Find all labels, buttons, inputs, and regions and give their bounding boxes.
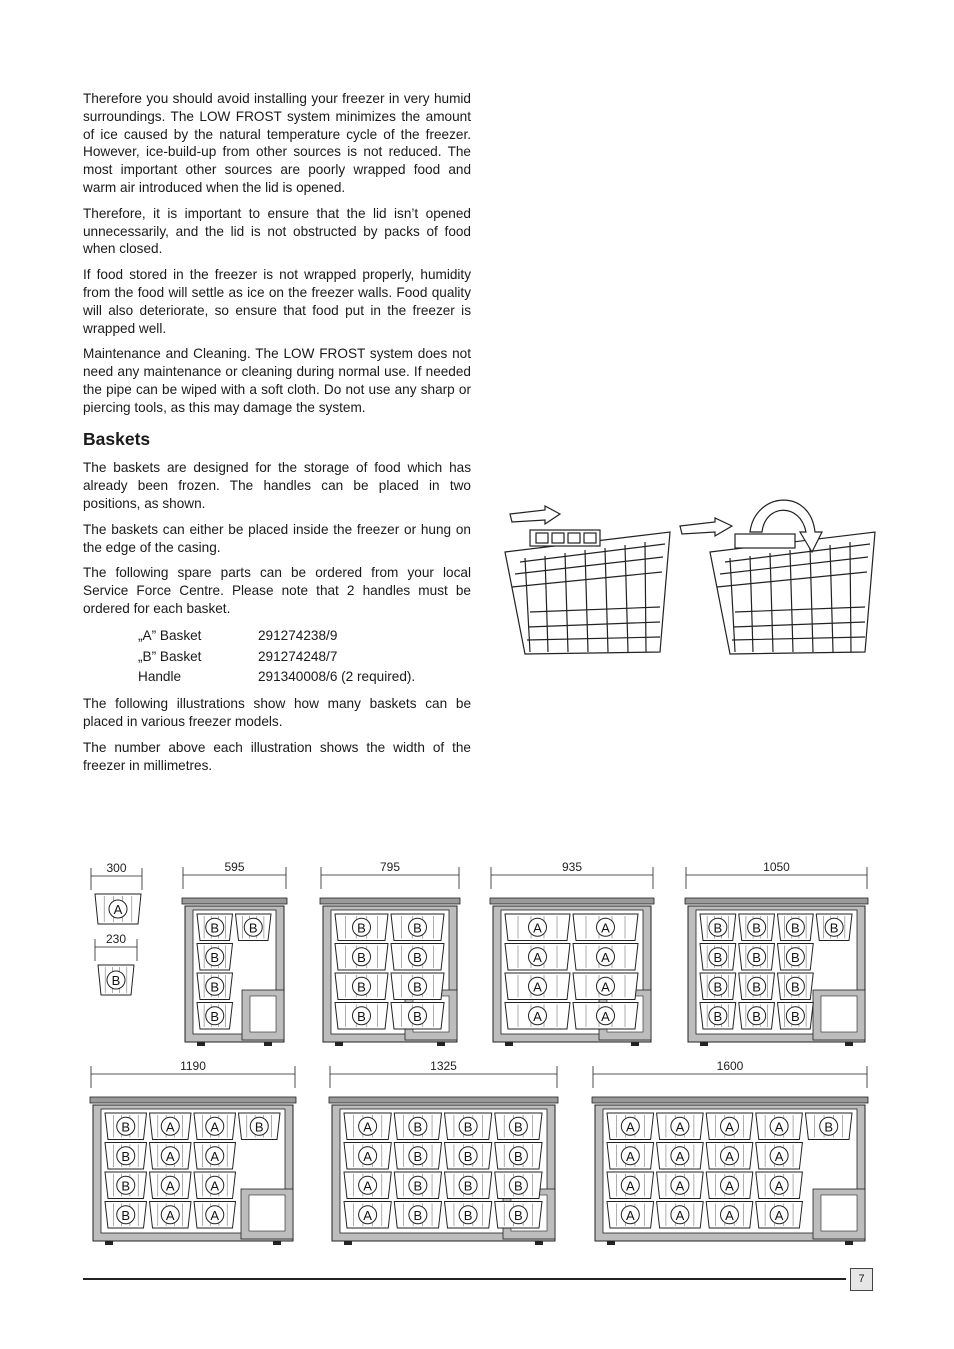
dimension-label: 230 bbox=[105, 932, 127, 946]
freezer-foot bbox=[505, 1042, 513, 1046]
dimension-label: 1600 bbox=[716, 1059, 744, 1073]
basket-label: A bbox=[165, 1207, 175, 1223]
freezer-lid bbox=[329, 1097, 558, 1103]
paragraph: Maintenance and Cleaning. The LOW FROST system does not need any maintenance or cleaning during normal use. If needed the pipe can be wiped with a soft cloth. Do not use any sharp or piercing tools, as this may damage the system. bbox=[83, 346, 471, 415]
freezer-foot bbox=[335, 1042, 343, 1046]
basket-label: A bbox=[533, 979, 542, 995]
freezer-foot bbox=[607, 1241, 615, 1245]
dimension-label: 595 bbox=[224, 860, 245, 874]
basket-label: A bbox=[675, 1178, 685, 1194]
basket-label: B bbox=[752, 1008, 761, 1024]
compressor-box bbox=[249, 1195, 285, 1231]
basket-label: A bbox=[675, 1148, 685, 1164]
freezer-lid bbox=[592, 1097, 868, 1103]
freezer-lid bbox=[490, 898, 654, 904]
basket-label: B bbox=[713, 979, 723, 995]
basket-label: A bbox=[774, 1207, 784, 1223]
compressor-box bbox=[821, 996, 857, 1032]
freezer-foot bbox=[845, 1241, 853, 1245]
part-code: 291274238/9 bbox=[258, 628, 338, 644]
basket-label: B bbox=[713, 949, 723, 965]
paragraph: The baskets can either be placed inside the freezer or hung on the edge of the casing. bbox=[83, 521, 471, 555]
basket-label: A bbox=[725, 1119, 734, 1135]
basket-label: B bbox=[413, 1207, 423, 1223]
basket-label: B bbox=[111, 973, 121, 988]
part-code: 291340008/6 (2 required). bbox=[258, 669, 416, 685]
basket-label: A bbox=[601, 949, 610, 965]
basket-label: B bbox=[824, 1119, 834, 1135]
part-code: 291274248/7 bbox=[258, 648, 338, 664]
dimension-label: 1190 bbox=[180, 1059, 206, 1073]
basket-label: A bbox=[725, 1148, 734, 1164]
basket-label: B bbox=[357, 949, 366, 965]
basket-label: B bbox=[514, 1119, 523, 1135]
freezer-foot bbox=[535, 1241, 543, 1245]
dimension-label: 1050 bbox=[763, 860, 790, 874]
basket-label: B bbox=[357, 979, 366, 995]
basket-label: B bbox=[121, 1148, 131, 1164]
basket-label: B bbox=[791, 920, 800, 936]
basket-label: B bbox=[357, 920, 366, 936]
basket-label: B bbox=[752, 979, 761, 995]
basket-label: A bbox=[675, 1207, 685, 1223]
compressor-box bbox=[821, 1195, 857, 1231]
basket-label: A bbox=[210, 1119, 220, 1135]
paragraph: The baskets are designed for the storage of food which has already been frozen. The handles can be placed in two positions, as shown. bbox=[83, 460, 471, 511]
basket-label: A bbox=[725, 1178, 734, 1194]
paragraph: Therefore you should avoid installing your freezer in very humid surroundings. The LOW FROST system minimizes the amount of ice caused by the natural temperature cycle of the freezer. However, ice-build-up from other sources is not reduced. The most important other sources are poorly wrapped food and warm air introduced when the lid is opened. bbox=[83, 91, 471, 195]
basket-label: A bbox=[210, 1178, 220, 1194]
basket-label: A bbox=[625, 1178, 635, 1194]
basket-label: A bbox=[601, 920, 610, 936]
basket-label: B bbox=[752, 949, 761, 965]
basket-label: B bbox=[413, 1148, 423, 1164]
basket-label: A bbox=[210, 1148, 220, 1164]
basket-label: A bbox=[165, 1119, 175, 1135]
basket-label: B bbox=[210, 949, 220, 965]
basket-label: B bbox=[463, 1207, 473, 1223]
basket-label: A bbox=[363, 1148, 372, 1164]
basket-label: A bbox=[601, 1008, 610, 1024]
freezer-foot bbox=[105, 1241, 113, 1245]
freezer-1050 bbox=[685, 860, 868, 1046]
basket-label: A bbox=[725, 1207, 734, 1223]
basket-label: B bbox=[210, 920, 220, 936]
basket-label: B bbox=[413, 1178, 423, 1194]
dimension-label: 300 bbox=[106, 861, 127, 875]
basket-label: A bbox=[363, 1178, 372, 1194]
basket-label: A bbox=[774, 1178, 784, 1194]
basket-label: B bbox=[210, 1008, 220, 1024]
dimension-label: 795 bbox=[379, 860, 401, 874]
basket-label: B bbox=[713, 920, 723, 936]
paragraph: The following spare parts can be ordered from your local Service Force Centre. Please note that 2 handles must be ordered for each basket. bbox=[83, 565, 471, 616]
freezer-foot bbox=[344, 1241, 352, 1245]
basket-label: B bbox=[413, 949, 422, 965]
basket-label: B bbox=[413, 1008, 422, 1024]
basket-label: B bbox=[752, 920, 761, 936]
freezer-935 bbox=[490, 860, 654, 1046]
basket-label: B bbox=[121, 1178, 131, 1194]
basket-label: A bbox=[533, 1008, 542, 1024]
footer-rule bbox=[83, 1278, 846, 1280]
freezer-lid bbox=[90, 1097, 296, 1103]
freezer-foot bbox=[264, 1042, 272, 1046]
basket-label: B bbox=[713, 1008, 723, 1024]
basket-label: B bbox=[463, 1178, 473, 1194]
basket-label: A bbox=[533, 920, 542, 936]
freezer-foot bbox=[845, 1042, 853, 1046]
basket-label: B bbox=[791, 949, 800, 965]
basket-label: A bbox=[363, 1207, 372, 1223]
basket-label: B bbox=[413, 920, 422, 936]
basket-label: A bbox=[675, 1119, 685, 1135]
freezer-foot bbox=[273, 1241, 281, 1245]
basket-label: B bbox=[413, 1119, 423, 1135]
basket-label: A bbox=[113, 902, 123, 917]
basket-label: A bbox=[165, 1178, 175, 1194]
basket-label: B bbox=[254, 1119, 264, 1135]
freezer-foot bbox=[631, 1042, 639, 1046]
compressor-box bbox=[250, 996, 276, 1032]
basket-label: B bbox=[413, 979, 422, 995]
basket-label: A bbox=[165, 1148, 175, 1164]
basket-label: B bbox=[514, 1178, 523, 1194]
basket-label: A bbox=[363, 1119, 372, 1135]
freezer-1190 bbox=[90, 1059, 296, 1245]
basket-label: B bbox=[514, 1207, 523, 1223]
basket-label: B bbox=[514, 1148, 523, 1164]
freezer-lid bbox=[320, 898, 460, 904]
freezer-lid bbox=[182, 898, 287, 904]
basket-label: B bbox=[829, 920, 839, 936]
basket-label: A bbox=[625, 1119, 635, 1135]
section-heading: Baskets bbox=[83, 428, 151, 449]
freezer-foot bbox=[700, 1042, 708, 1046]
basket-label: A bbox=[774, 1119, 784, 1135]
basket-label: B bbox=[791, 979, 800, 995]
basket-label: B bbox=[463, 1119, 473, 1135]
dimension-label: 935 bbox=[561, 860, 583, 874]
basket-label: B bbox=[210, 979, 220, 995]
basket-label: A bbox=[601, 979, 610, 995]
basket-label: A bbox=[774, 1148, 784, 1164]
paragraph: The following illustrations show how many baskets can be placed in various freezer models. bbox=[83, 696, 471, 730]
paragraph: If food stored in the freezer is not wrapped properly, humidity from the food will settle as ice on the freezer walls. Food quality will also deteriorate, so ensure that food put in the freezer is wrapped well. bbox=[83, 267, 471, 336]
page-number: 7 bbox=[850, 1268, 873, 1291]
basket-label: B bbox=[357, 1008, 366, 1024]
freezer-foot bbox=[197, 1042, 205, 1046]
part-name: Handle bbox=[138, 669, 182, 685]
freezer-foot bbox=[437, 1042, 445, 1046]
freezer-1325 bbox=[329, 1059, 558, 1245]
basket-label: B bbox=[121, 1207, 131, 1223]
basket-label: B bbox=[121, 1119, 131, 1135]
part-name: „A” Basket bbox=[138, 628, 202, 644]
freezer-1600 bbox=[592, 1059, 868, 1245]
basket-label: A bbox=[533, 949, 542, 965]
freezer-lid bbox=[685, 898, 868, 904]
paragraph: The number above each illustration shows the width of the freezer in millimetres. bbox=[83, 739, 471, 773]
paragraph: Therefore, it is important to ensure that the lid isn’t opened unnecessarily, and the lid is not obstructed by packs of food when closed. bbox=[83, 205, 471, 257]
dimension-label: 1325 bbox=[430, 1059, 457, 1073]
basket-label: B bbox=[791, 1008, 800, 1024]
freezer-595 bbox=[182, 860, 287, 1046]
basket-label: B bbox=[463, 1148, 473, 1164]
legend bbox=[91, 861, 142, 995]
freezer-795 bbox=[320, 860, 460, 1046]
basket-label: A bbox=[210, 1207, 220, 1223]
part-name: „B” Basket bbox=[138, 648, 202, 664]
basket-label: B bbox=[248, 920, 258, 936]
basket-label: A bbox=[625, 1148, 635, 1164]
basket-label: A bbox=[625, 1207, 635, 1223]
